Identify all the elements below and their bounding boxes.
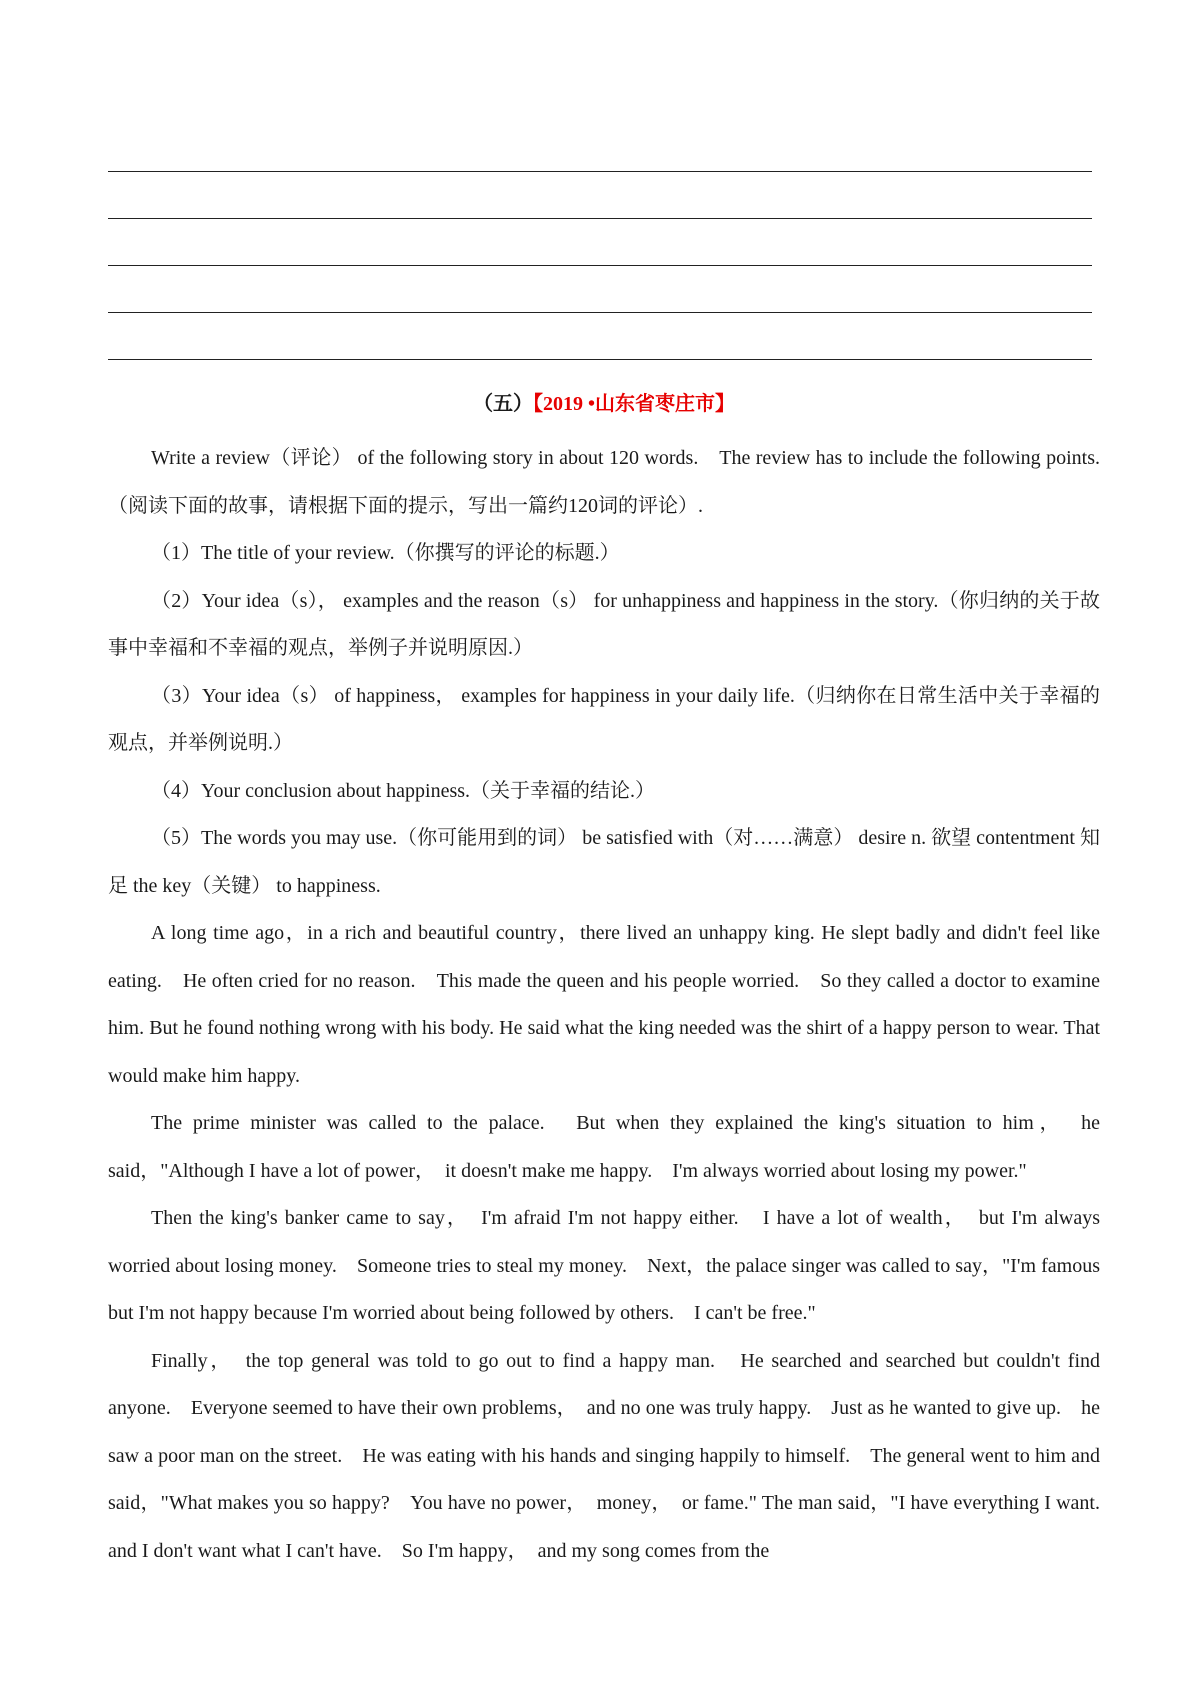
section-source: 【2019 •山东省枣庄市】 [532,393,735,415]
point-3: （3）Your idea（s） of happiness， examples for happiness in your daily life.（归纳你在日常生活中关于幸福的观点，并举例说明.） [108,684,1100,754]
section-number: （五） [472,393,533,415]
point-5: （5）The words you may use.（你可能用到的词） be satisfied with（对……满意） desire n. 欲望 contentment 知足 the key（关键） to happiness. [108,827,1100,897]
story-paragraph: Finally， the top general was told to go out to find a happy man. He searched and searched but couldn't find anyone. Everyone seemed to have their own problems， and no one was truly happy. Just as he wanted to give up. he saw a poor man on the street. He was eating with his hands and singing happily to himself. The general went to him and said，"What makes you so happy? You have no power， money， or fame." The man said，"I have everything I want. and I don't want what I can't have. So I'm happy， and my song comes from the [108,1349,1120,1562]
answer-line[interactable] [108,359,1092,360]
point-4: （4）Your conclusion about happiness.（关于幸福的结论.） [151,779,656,802]
story-paragraph: The prime minister was called to the palace. But when they explained the king's situation to him， he said，"Although I have a lot of power， it doesn't make me happy. I'm always worried about losing my power." [108,1112,1100,1182]
answer-lines [108,171,1092,406]
story-paragraph: A long time ago，in a rich and beautiful country，there lived an unhappy king. He slept badly and didn't feel like eating. He often cried for no reason. This made the queen and his people worried. So they called a doctor to examine him. But he found nothing wrong with his body. He said what the king needed was the shirt of a happy person to wear. That would make him happy. [108,922,1100,1087]
passage [108,435,1120,1575]
section-heading [108,390,1100,418]
story-paragraph: Then the king's banker came to say， I'm afraid I'm not happy either. I have a lot of wealth， but I'm always worried about losing money. Someone tries to steal my money. Next，the palace singer was called to say，"I'm famous but I'm not happy because I'm worried about being followed by others. I can't be free." [108,1207,1100,1324]
answer-line[interactable] [108,218,1092,219]
instruction-paragraph: Write a review（评论） of the following story in about 120 words. The review has to include the following points.（阅读下面的故事，请根据下面的提示，写出一篇约120词的评论）. [108,447,1100,517]
point-2: （2）Your idea（s）， examples and the reason（s） for unhappiness and happiness in the story.（你归纳的关于故事中幸福和不幸福的观点，举例子并说明原因.） [108,589,1100,659]
point-1: （1）The title of your review.（你撰写的评论的标题.） [151,542,620,564]
answer-line[interactable] [108,171,1092,172]
answer-line[interactable] [108,312,1092,313]
answer-line[interactable] [108,265,1092,266]
